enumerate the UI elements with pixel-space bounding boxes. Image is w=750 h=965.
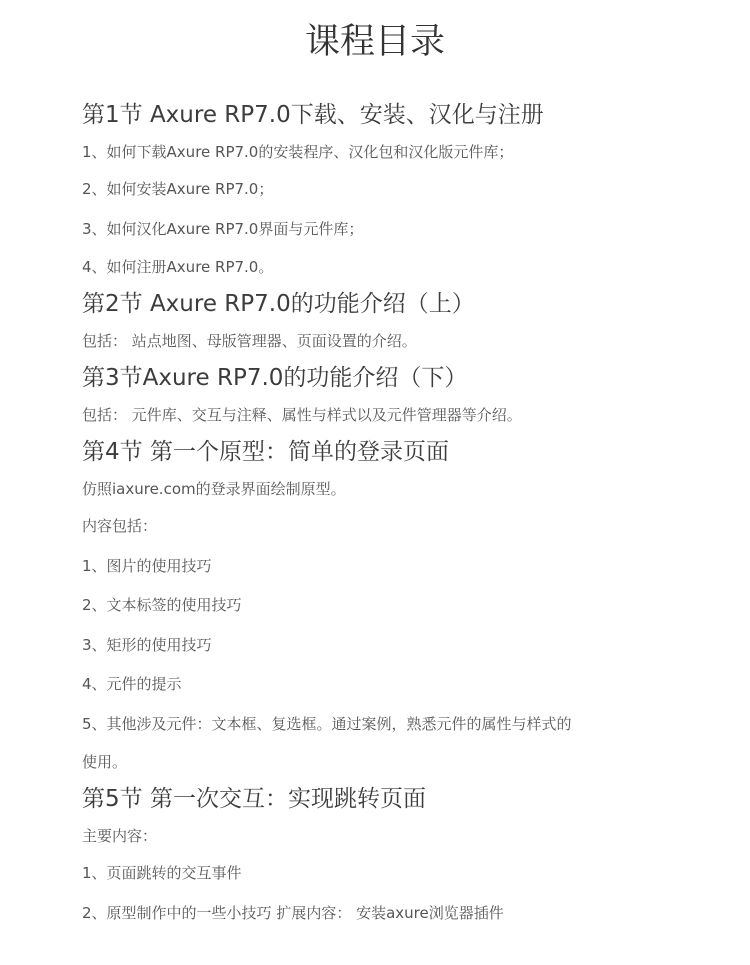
section-5-line-1: 主要内容：: [82, 827, 158, 845]
section-4-line-4: 2、文本标签的使用技巧: [82, 596, 242, 614]
section-4-title: 第4节 第一个原型：简单的登录页面: [82, 439, 449, 465]
section-2-title: 第2节 Axure RP7.0的功能介绍（上）: [82, 291, 475, 317]
section-3: [82, 359, 710, 433]
section-1-title: 第1节 Axure RP7.0下载、安装、汉化与注册: [82, 102, 544, 128]
section-4-line-5: 3、矩形的使用技巧: [82, 635, 212, 654]
section-1-line-3: 3、如何汉化Axure RP7.0界面与元件库；: [82, 219, 364, 238]
section-4-line-1: 仿照iaxure.com的登录界面绘制原型。: [82, 480, 346, 498]
page-title: 课程目录: [304, 22, 445, 62]
section-1: [82, 96, 710, 285]
section-1-line-4: 4、如何注册Axure RP7.0。: [82, 258, 274, 276]
section-2: [82, 285, 710, 359]
section-1-line-1: 1、如何下载Axure RP7.0的安装程序、汉化包和汉化版元件库；: [82, 143, 514, 161]
section-4-line-6: 4、元件的提示: [82, 675, 182, 693]
section-3-title: 第3节Axure RP7.0的功能介绍（下）: [82, 365, 468, 391]
section-4: [82, 433, 710, 780]
section-5-title: 第5节 第一次交互：实现跳转页面: [82, 786, 426, 812]
section-5-line-2: 1、页面跳转的交互事件: [82, 864, 242, 882]
section-3-line-1: 包括： 元件库、交互与注释、属性与样式以及元件管理器等介绍。: [82, 406, 522, 424]
section-5: [82, 780, 710, 933]
section-4-line-7: 5、其他涉及元件：文本框、复选框。通过案例，熟悉元件的属性与样式的: [82, 714, 572, 733]
section-5-line-3: 2、原型制作中的一些小技巧 扩展内容： 安装axure浏览器插件: [82, 903, 504, 922]
section-4-line-2: 内容包括：: [82, 517, 158, 535]
section-2-line-1: 包括： 站点地图、母版管理器、页面设置的介绍。: [82, 332, 417, 350]
section-4-line-8: 使用。: [82, 753, 128, 771]
section-1-line-2: 2、如何安装Axure RP7.0；: [82, 180, 274, 198]
section-4-line-3: 1、图片的使用技巧: [82, 556, 212, 575]
